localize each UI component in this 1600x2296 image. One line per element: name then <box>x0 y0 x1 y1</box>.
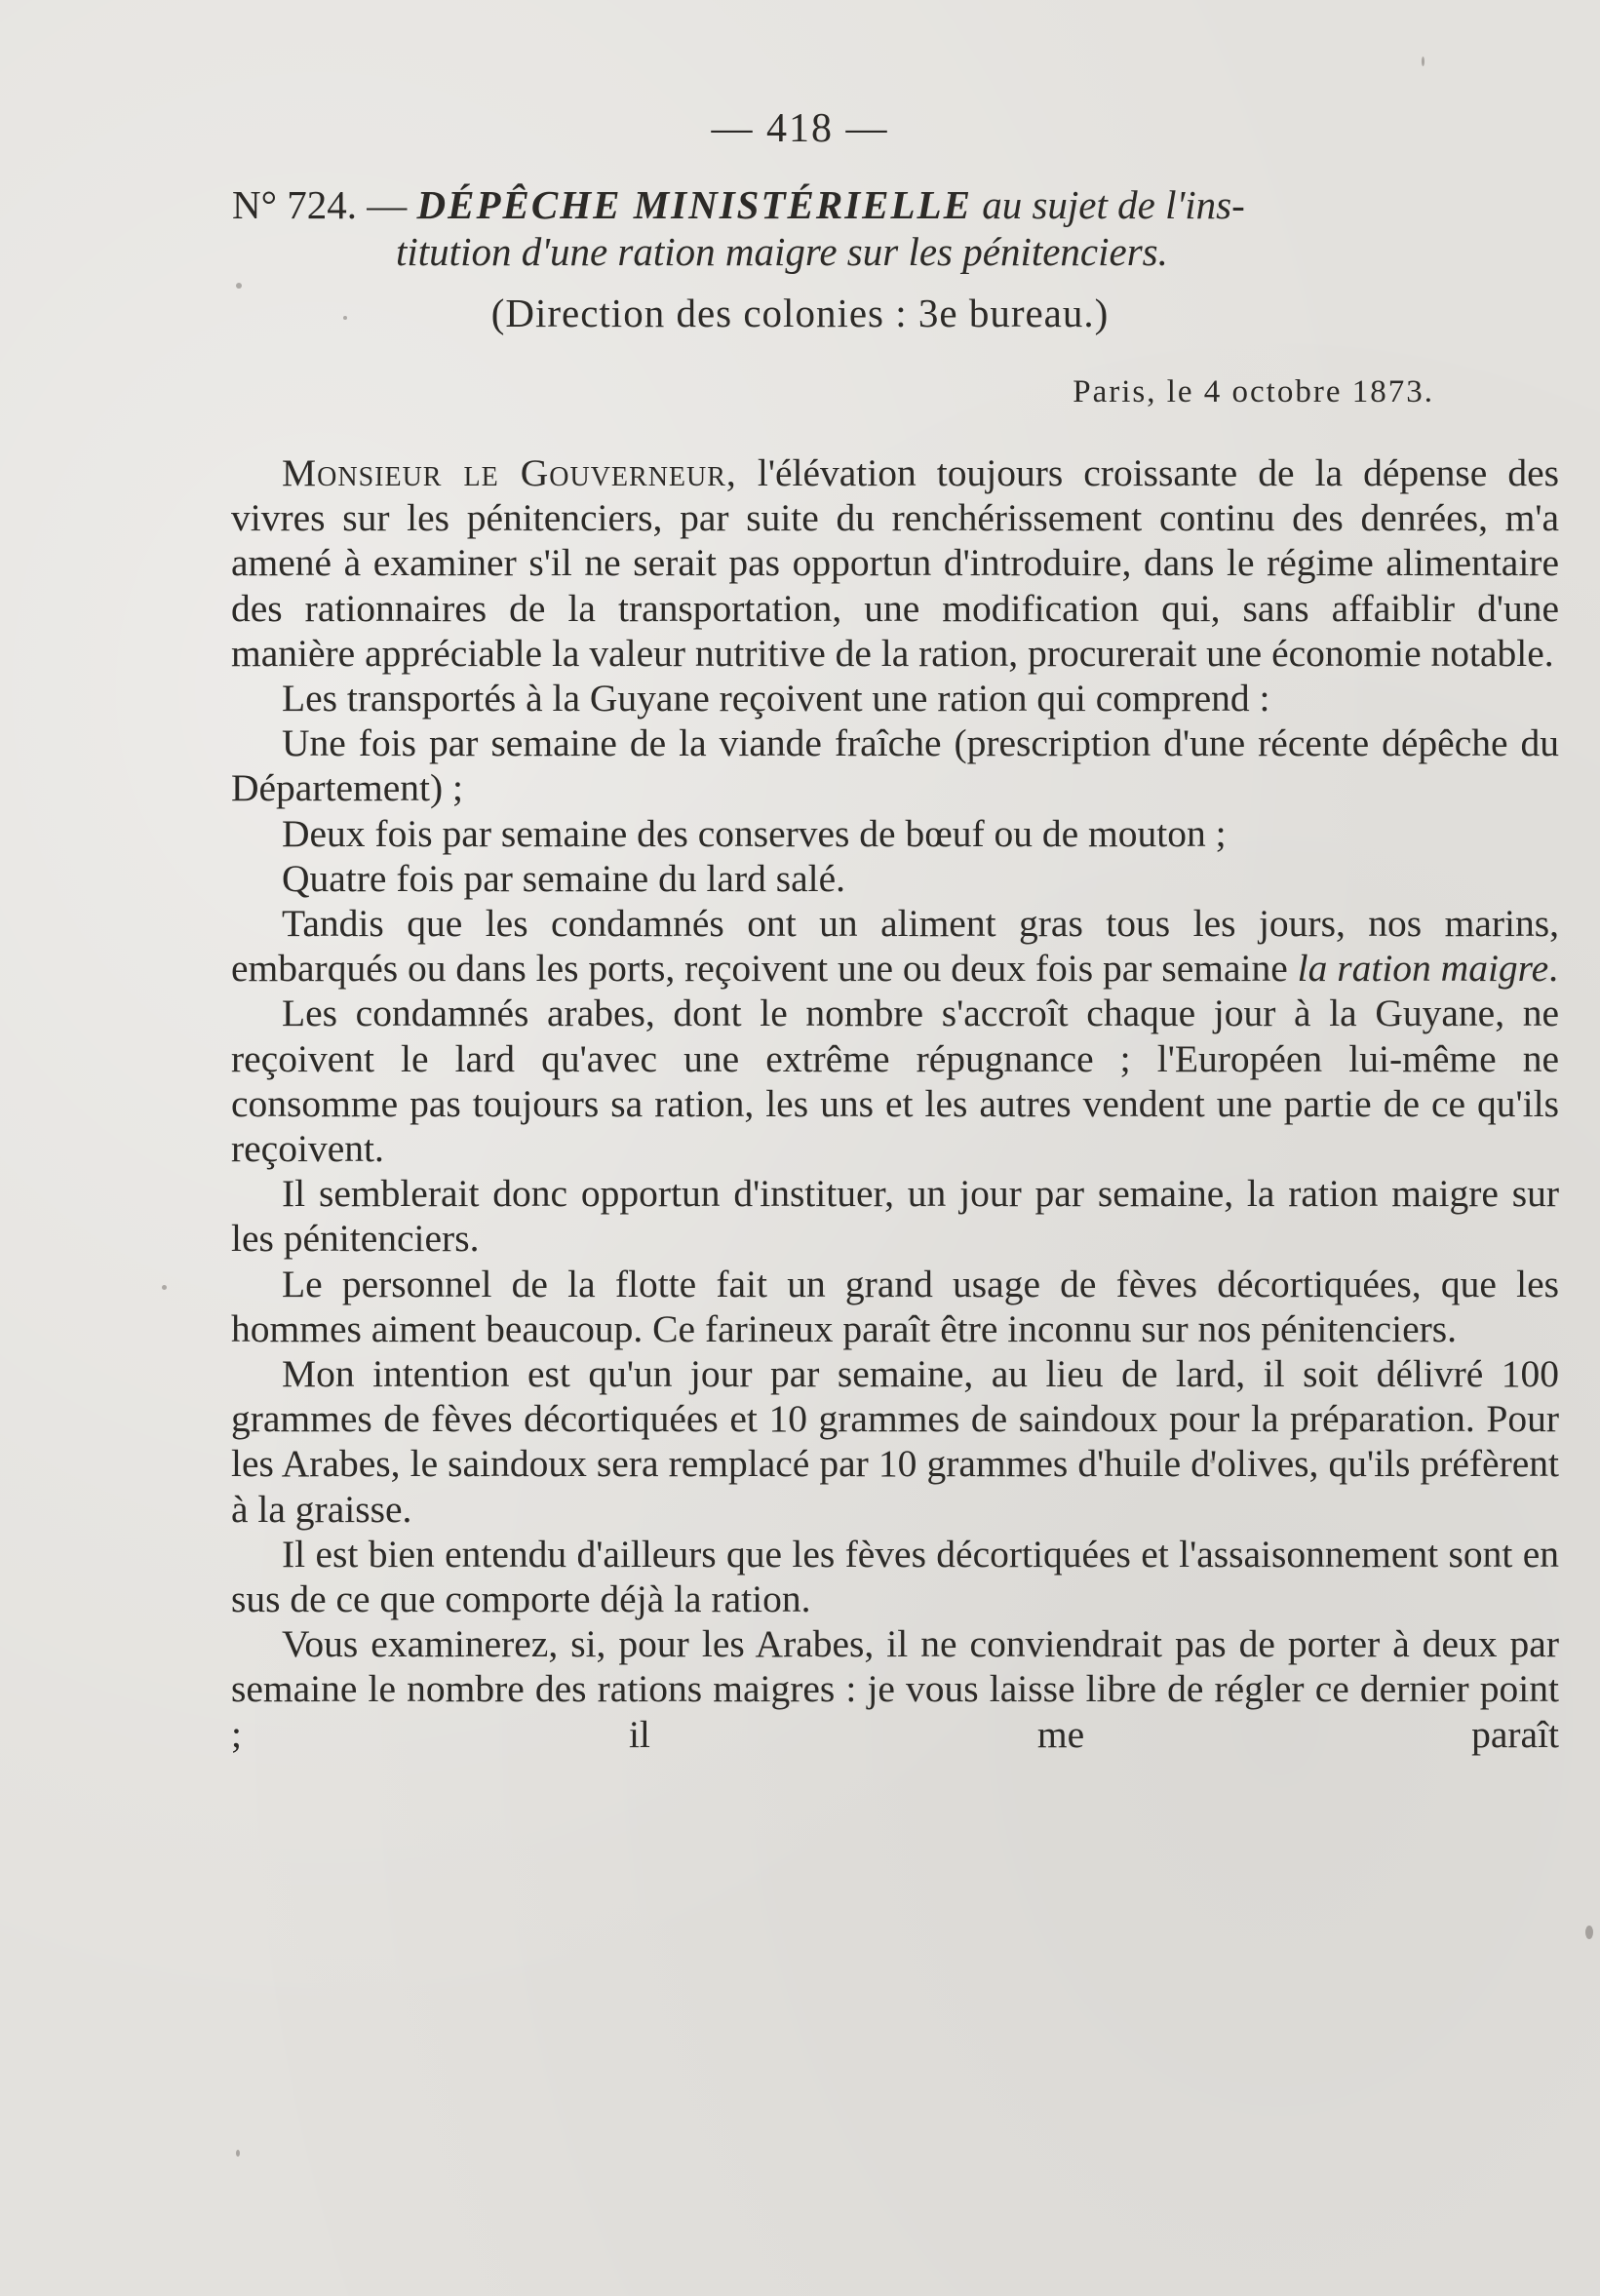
paragraph-4: Deux fois par semaine des conserves de bœuf ou de mouton ; <box>282 811 1227 855</box>
heading-title-rest: au sujet de l'ins- <box>982 182 1245 227</box>
paragraph-7: Les condamnés arabes, dont le nombre s'accroît chaque jour à la Guyane, ne reçoivent le lard qu'avec une extrême répugnance ; l'Européen lui-même ne consomme pas toujours sa ration, les uns et les autres vendent une partie de ce qu'ils reçoivent. <box>231 992 1559 1171</box>
paragraph-2: Les transportés à la Guyane reçoivent une ration qui comprend : <box>282 677 1270 720</box>
italic-phrase-end: . <box>1548 947 1558 991</box>
paragraph-11: Il est bien entendu d'ailleurs que les fèves décortiquées et l'assaisonnement sont en sus de ce que comporte déjà la ration. <box>231 1532 1559 1621</box>
paragraph-5: Quatre fois par semaine du lard salé. <box>282 856 846 900</box>
dateline: Paris, le 4 octobre 1873. <box>1073 374 1434 409</box>
paper-speck <box>1585 1926 1593 1939</box>
letter-body <box>231 450 1559 1757</box>
paper-speck <box>1210 1459 1215 1463</box>
paragraph-8: Il semblerait donc opportun d'instituer, un jour par semaine, la ration maigre sur les pénitenciers. <box>231 1172 1559 1261</box>
paragraph-6 <box>231 901 1559 991</box>
paragraph-3: Une fois par semaine de la viande fraîche (prescription d'une récente dépêche du Département) ; <box>231 721 1559 810</box>
direction-line: (Direction des colonies : 3e bureau.) <box>490 291 1110 335</box>
paragraph-1 <box>231 450 1559 676</box>
paragraph-9: Le personnel de la flotte fait un grand usage de fèves décortiquées, que les hommes aiment beaucoup. Ce farineux paraît être inconnu sur nos pénitenciers. <box>231 1262 1559 1350</box>
document-number: N° 724. <box>232 182 358 227</box>
paper-speck <box>236 2150 240 2157</box>
paper-speck <box>236 283 242 289</box>
heading-title: DÉPÊCHE MINISTÉRIELLE <box>416 182 972 227</box>
paper-speck <box>1422 57 1424 66</box>
italic-phrase: la ration maigre <box>1297 947 1549 991</box>
paper-speck <box>343 316 347 320</box>
paragraph-10: Mon intention est qu'un jour par semaine, au lieu de lard, il soit délivré 100 grammes de fèves décortiquées et 10 grammes de saindoux pour la préparation. Pour les Arabes, le saindoux sera remplacé par 10 grammes d'huile d'olives, qu'ils préfèrent à la graisse. <box>231 1352 1559 1531</box>
heading-dash: — <box>367 182 408 227</box>
salutation: Monsieur le Gouverneur, <box>282 451 737 494</box>
paragraph-6-text: Tandis que les condamnés ont un aliment gras tous les jours, nos marins, embarqués ou dans les ports, reçoivent une ou deux fois par semaine <box>231 902 1559 991</box>
document-heading <box>232 181 1568 275</box>
paper-speck <box>162 1285 167 1290</box>
heading-title-line2: titution d'une ration maigre sur les pénitenciers. <box>396 229 1168 274</box>
paragraph-12: Vous examinerez, si, pour les Arabes, il ne conviendrait pas de porter à deux par semaine le nombre des rations maigres : je vous laisse libre de régler ce dernier point ; il me paraît <box>231 1622 1559 1756</box>
paragraph-1-text: l'élévation toujours croissante de la dépense des vivres sur les pénitenciers, par suite du renchérissement continu des denrées, m'a amené à examiner s'il ne serait pas opportun d'introduire, dans le régime alimentaire des rationnaires de la transportation, une modification qui, sans affaiblir d'une manière appréciable la valeur nutritive de la ration, procurerait une économie notable. <box>231 451 1560 675</box>
page-number: — 418 — <box>711 106 889 151</box>
